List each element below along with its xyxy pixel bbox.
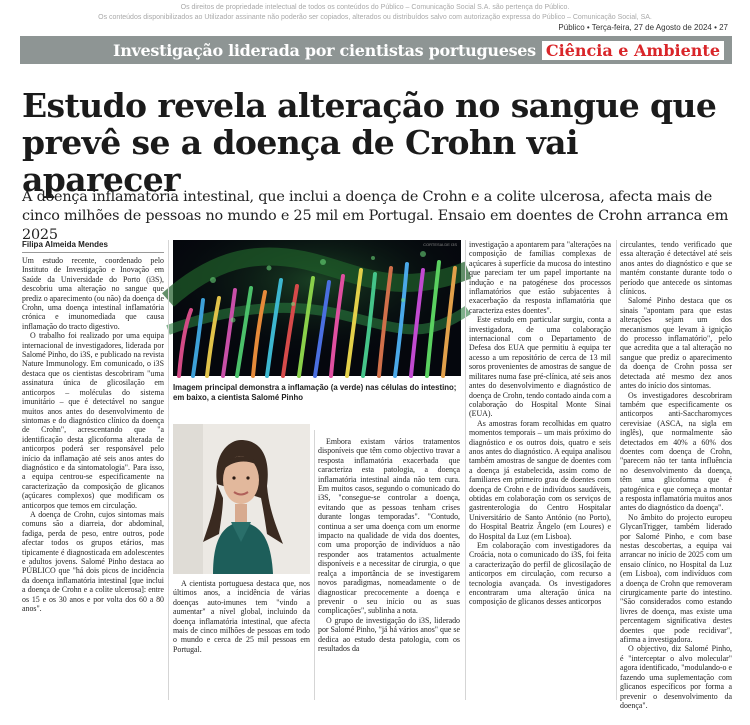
column-divider (465, 240, 466, 700)
byline: Filipa Almeida Mendes (22, 240, 164, 253)
body-paragraph: A doença de Crohn, cujos sintomas mais comuns são a diarreia, dor abdominal, fadiga, perda de peso, entre outros, pode afectar todos os grupos etários, mas tipicamente é diagnosticada em adolescentes e adultos jovens. Salomé Pinho destaca ao PÚBLICO que "há dois picos de incidência da doença inflamatória intestinal [que inclui a doença de Crohn e a colite ulcerosa]: entre os 15 e os 30 anos e por volta dos 60 a 80 anos". (22, 509, 164, 614)
body-paragraph: Os investigadores descobriram também que especificamente os anticorpos anti-Saccharomyces cerevisiae (ASCA, na sigla em inglês), que normalmente são detectados em 40% a 60% dos doentes com doença de Crohn, "parecem não ter tanta influência no desenvolvimento da doença, têm uma glicoforma que é patogénica e que começa a montar a resposta inflamatória muitos anos antes do diagnóstico da doença". (620, 390, 732, 513)
column-divider (168, 240, 169, 700)
article-column-2-bottom (173, 579, 310, 679)
portrait-illustration (173, 424, 310, 574)
column-divider (314, 430, 315, 700)
body-paragraph: A cientista portuguesa destaca que, nos últimos anos, a incidência de várias doenças auto-imunes tem "vindo a aumentar" a nível global, incluindo da doença inflamatória intestinal, que afecta mais de cinco milhões de pessoas em todo o mundo e cerca de 25 mil pessoas em Portugal. (173, 579, 310, 654)
headline: Estudo revela alteração no sangue que prevê se a doença de Crohn vai aparecer (22, 86, 717, 199)
section-kicker: Investigação liderada por cientistas portugueses (113, 40, 536, 60)
article-column-5 (620, 240, 732, 710)
microscopy-illustration (173, 240, 461, 376)
body-paragraph: Embora existam vários tratamentos disponíveis que têm como objectivo travar a resposta inflamatória exacerbada que caracteriza esta patologia, a doença inflamatória intestinal ainda não tem cura. Em muitos casos, segundo o comunicado do i3S, "consegue-se controlar a doença, evitando que as pessoas tenham crises durante longas temporadas". "Contudo, continua a ser uma doença com um enorme impacto na qualidade de vida dos doentes, com uma proporção de indivíduos a não responder aos tratamentos actualmente disponíveis e a necessitar de cirurgia, o que realça a importância de se investigarem novos paradigmas, nomeadamente o de diagnosticar precocemente a doença e prevenir o seu início ou as suas complicações", sublinha a nota. (318, 437, 460, 616)
article-column-1 (22, 256, 164, 701)
body-paragraph: Um estudo recente, coordenado pelo Instituto de Investigação e Inovação em Saúde da Universidade do Porto (i3S), descobriu uma alteração no sangue que prediz o aparecimento (ou não) da doença de Crohn, uma doença intestinal inflamatória crónica e imunomediada que causa inflamação do tracto digestivo. (22, 256, 164, 331)
body-paragraph: circulantes, tendo verificado que essa alteração é detectável até seis anos antes do diagnóstico e que se mantém constante durante todo o período que antecede os sintomas clínicos. (620, 240, 732, 297)
article-column-4 (469, 240, 611, 701)
article-column-3 (318, 437, 460, 669)
photo-caption: Imagem principal demonstra a inflamação (a verde) nas células do intestino; em baixo, a cientista Salomé Pinho (173, 383, 457, 402)
body-paragraph: Salomé Pinho destaca que os sinais "apontam para que estas alterações sejam um dos mecanismos que levam à ignição do processo inflamatório", pelo que acredita que a tal alteração no sangue que prediz o aparecimento da doença de Crohn possa ser detectada até mesmo dez anos antes do início dos sintomas. (620, 296, 732, 391)
intestine-microscopy-image (173, 240, 461, 376)
body-paragraph: investigação a apontarem para "alterações na composição de famílias complexas de açúcares à superfície da mucosa do intestino que pareciam ter um papel importante na indução e na patogénese dos processos inflamatórios que estão subjacentes à exacerbação da resposta inflamatória que caracteriza estes doentes". (469, 240, 611, 315)
section-band (20, 36, 732, 64)
copyright-notice-line-2: Os conteúdos disponibilizados ao Utilizador assinante não poderão ser copiados, alterados ou distribuídos salvo com autorização expressa do Público – Comunicação Social, SA. (98, 14, 652, 21)
body-paragraph: Em colaboração com investigadores da Croácia, nota o comunicado do i3S, foi feita a caracterização do perfil de glicosilação de anticorpos em circulação, com recurso a tecnologia avançada. Os investigadores encontraram uma alteração única na composição de glicanos desses anticorpos (469, 541, 611, 607)
section-name: Ciência e Ambiente (542, 41, 724, 60)
body-paragraph: No âmbito do projecto europeu GlycanTrigger, também liderado por Salomé Pinho, e com base nestas descobertas, a equipa vai arrancar no início de 2025 com um ensaio clínico, no Hospital da Luz (em Lisboa), com indivíduos com a doença de Crohn que removeram cirurgicamente parte do intestino. "São considerados como estando livres de doença, mas existe uma percentagem significativa destes doentes que pode recidivar", afirma a investigadora. (620, 512, 732, 645)
body-paragraph: O objectivo, diz Salomé Pinho, é "interceptar o alvo molecular" agora identificado, "modulando-o e fazendo uma suplementação com glicanos específicos por forma a prevenir o desenvolvimento da doença". (620, 644, 732, 710)
body-paragraph: O grupo de investigação do i3S, liderado por Salomé Pinho, "já há vários anos" que se dedica ao estudo desta patologia, com os resultados da (318, 615, 460, 653)
page-folio: Público • Terça-feira, 27 de Agosto de 2024 • 27 (558, 23, 728, 32)
body-paragraph: As amostras foram recolhidas em quatro momentos temporais – um mais próximo do diagnóstico e os outros dois, quatro e seis anos antes do diagnóstico. A equipa analisou também amostras de sangue de doentes com a doença já estabelecida, assim como de familiares em primeiro grau de doentes com doença de Crohn e de indivíduos saudáveis, obtidas em colaboração com os serviços de gastrenterologia do Centro Hospitalar Universitário de Santo António (no Porto), do Hospital Beatriz Ângelo (em Loures) e do Hospital da Luz (em Lisboa). (469, 418, 611, 541)
photo-credit: CORTESIA DE I3S (423, 242, 457, 247)
lead-paragraph: A doença inflamatória intestinal, que inclui a doença de Crohn e a colite ulcerosa, afecta mais de cinco milhões de pessoas no mundo e 25 mil em Portugal. Ensaio em doentes de Crohn arranca em 2025 (22, 189, 729, 243)
body-paragraph: Este estudo em particular surgiu, conta a investigadora, de uma colaboração internacional com o Departamento de Defesa dos EUA que permitiu à equipa ter acesso a um repositório de cerca de 13 mil soros provenientes de amostras de sangue de militares numa fase pré-clínica, até seis anos antes do desenvolvimento e diagnóstico de doença de Crohn, tendo contado ainda com a colaboração do Hospital Monte Sinai (EUA). (469, 315, 611, 419)
column-divider (616, 240, 617, 700)
copyright-notice-line-1: Os direitos de propriedade intelectual de todos os conteúdos do Público – Comunicação Social S.A. são pertença do Público. (180, 4, 570, 11)
scientist-portrait-photo (173, 424, 310, 574)
body-paragraph: O trabalho foi realizado por uma equipa internacional de investigadores, liderada por Salomé Pinho, do i3S, e publicado na revista Nature Immunology. Em comunicado, o i3S destaca que os cientistas descobriram "uma assinatura única de glicosilação em anticorpos – moléculas do sistema imunitário – que é detectável no sangue muitos anos antes do desenvolvimento de sintomas e do diagnóstico clínico da doença de Crohn", acrescentando que "a identificação desta glicoforma alterada de anticorpos poderá ser responsável pelo início da inflamação até seis anos antes do diagnóstico e da sintomatologia". Para isso, a equipa centrou-se especificamente na caracterização da composição de glicanos (açúcares complexos) que modificam os anticorpos que temos em circulação. (22, 331, 164, 510)
